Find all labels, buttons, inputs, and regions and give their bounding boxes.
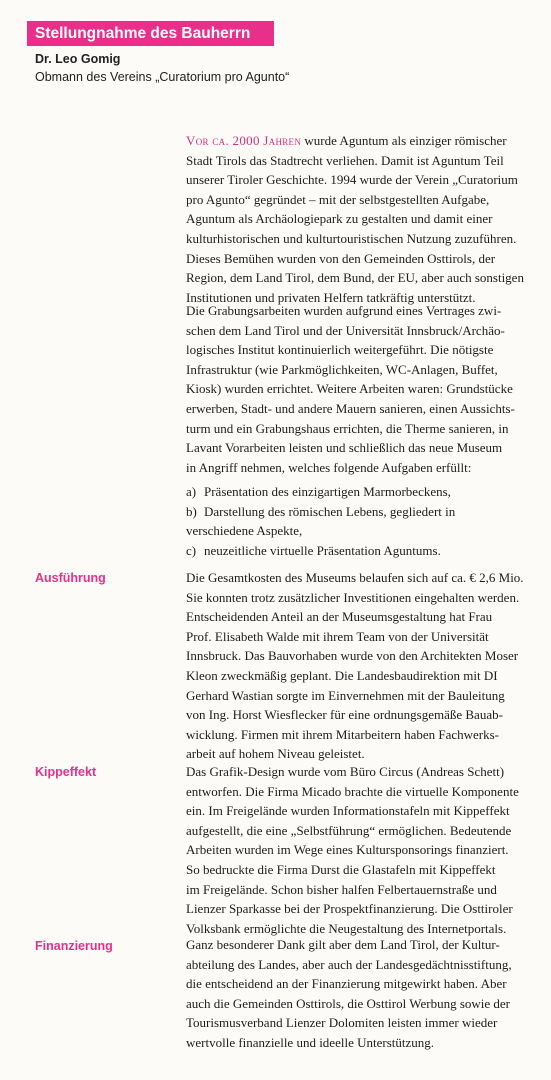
paragraph-line: Stadt Tirols das Stadtrecht verliehen. Damit ist Aguntum Teil	[186, 152, 504, 168]
paragraph-line: Lavant Vorarbeiten leisten und schließlich das neue Museum	[186, 440, 503, 456]
paragraph-line: pro Agunto“ gegründet – mit der selbstgestellten Aufgabe,	[186, 191, 490, 207]
paragraph-line: in Angriff nehmen, welches folgende Aufgaben erfüllt:	[186, 459, 472, 475]
paragraph-line: Das Grafik-Design wurde vom Büro Circus (Andreas Schett)	[186, 764, 505, 779]
list-item-text: Präsentation des einzigartigen Marmorbeckens,	[204, 484, 451, 499]
paragraph-line: Kiosk) wurden errichtet. Weitere Arbeiten waren: Grundstücke	[186, 381, 513, 397]
paragraph-line: schen dem Land Tirol und der Universität Innsbruck/Archäo-	[186, 322, 505, 338]
list-item-text: neuzeitliche virtuelle Präsentation Aguntums.	[204, 542, 441, 558]
paragraph-line: Dieses Bemühen wurden von den Gemeinden Osttirols, der	[186, 250, 496, 266]
excavation-paragraph	[186, 301, 541, 477]
page-title: Stellungnahme des Bauherrn	[27, 21, 274, 46]
paragraph-line	[186, 131, 541, 151]
paragraph-line: abteilung des Landes, aber auch der Landesgedächtnisstiftung,	[186, 956, 512, 972]
intro-paragraph	[186, 131, 541, 307]
paragraph-line: Die Gesamtkosten des Museums belaufen sich auf ca. € 2,6 Mio.	[186, 570, 524, 585]
paragraph-line: Kleon zweckmäßig geplant. Die Landesbaudirektion mit DI	[186, 667, 498, 683]
list-item	[186, 502, 541, 522]
author-role: Obmann des Vereins „Curatorium pro Agunto“	[35, 70, 290, 84]
first-line-text: wurde Aguntum als einziger römischer	[301, 133, 507, 148]
paragraph-line: Institutionen und privaten Helfern tatkräftig unterstützt.	[186, 289, 476, 305]
paragraph-line: arbeit auf hohem Niveau geleistet.	[186, 746, 365, 762]
paragraph-line: im Freigelände. Schon bisher halfen Felbertauernstraße und	[186, 881, 497, 897]
list-item-text: Darstellung des römischen Lebens, gegliedert in	[204, 503, 456, 519]
paragraph-line: wertvolle finanzielle und ideelle Unterstützung.	[186, 1034, 434, 1050]
list-marker: b)	[186, 503, 197, 519]
paragraph-line: Volksbank ermöglichte die Neugestaltung des Internetportals.	[186, 920, 507, 936]
paragraph-line: Ganz besonderer Dank gilt aber dem Land Tirol, der Kultur-	[186, 937, 500, 952]
list-marker: c)	[186, 542, 197, 558]
paragraph-line: Arbeiten wurden im Wege eines Kultursponsorings finanziert.	[186, 842, 509, 858]
paragraph-line: Infrastruktur (wie Parkmöglichkeiten, WC-Anlagen, Buffet,	[186, 361, 498, 377]
paragraph-line: von Ing. Horst Wiesflecker für eine ordnungsgemäße Bauab-	[186, 707, 503, 723]
paragraph-line: aufgestellt, die eine „Selbstführung“ ermöglichen. Bedeutende	[186, 822, 512, 838]
list-marker: a)	[186, 484, 197, 499]
list-item	[186, 541, 541, 561]
paragraph-line: erwerben, Stadt- und andere Mauern sanieren, einen Aussichts-	[186, 400, 515, 416]
paragraph-line: Die Grabungsarbeiten wurden aufgrund eines Vertrages zwi-	[186, 303, 502, 318]
paragraph-line: Tourismusverband Lienzer Dolomiten leisten immer wieder	[186, 1015, 498, 1031]
paragraph-line: Region, dem Land Tirol, dem Bund, der EU, aber auch sonstigen	[186, 270, 524, 286]
lead-in-text: Vor ca. 2000 Jahren	[186, 133, 302, 148]
paragraph-line: Sie konnten trotz zusätzlicher Investitionen eingehalten werden.	[186, 589, 520, 605]
paragraph-line: auch die Gemeinden Osttirols, die Osttirol Werbung sowie der	[186, 995, 511, 1011]
ausfuehrung-paragraph	[186, 568, 541, 764]
paragraph-line: ein. Im Freigelände wurden Informationstafeln mit Kippeffekt	[186, 803, 510, 819]
task-list	[186, 482, 541, 560]
paragraph-line: Prof. Elisabeth Walde mit ihrem Team von der Universität	[186, 628, 489, 644]
section-heading-kippeffekt: Kippeffekt	[35, 765, 97, 779]
paragraph-line: logisches Institut kontinuierlich weitergeführt. Die nötigste	[186, 342, 494, 358]
paragraph-line: unserer Tiroler Geschichte. 1994 wurde der Verein „Curatorium	[186, 172, 518, 188]
section-heading-ausfuehrung: Ausführung	[35, 571, 106, 585]
paragraph-line: Aguntum als Archäologiepark zu gestalten und damit einer	[186, 211, 493, 227]
kippeffekt-paragraph	[186, 762, 541, 938]
paragraph-line: Entscheidenden Anteil an der Museumsgestaltung hat Frau	[186, 609, 493, 625]
paragraph-line: die entscheidend an der Finanzierung mitgewirkt haben. Aber	[186, 976, 507, 992]
list-item-continuation: verschiedene Aspekte,	[186, 523, 303, 539]
list-item	[186, 482, 541, 502]
paragraph-line: So bedruckte die Firma Durst die Glastafeln mit Kippeffekt	[186, 861, 496, 877]
finanzierung-paragraph	[186, 935, 541, 1053]
paragraph-line: turm und ein Grabungshaus errichten, die Therme sanieren, in	[186, 420, 509, 436]
paragraph-line: wicklung. Firmen mit ihrem Mitarbeitern haben Fachwerks-	[186, 726, 500, 742]
paragraph-line: Innsbruck. Das Bauvorhaben wurde von den Architekten Moser	[186, 648, 519, 664]
paragraph-line: Gerhard Wastian sorgte im Einvernehmen mit der Bauleitung	[186, 687, 505, 703]
paragraph-line: kulturhistorischen und kulturtouristischen Nutzung zuzuführen.	[186, 230, 517, 246]
author-name: Dr. Leo Gomig	[35, 52, 121, 66]
paragraph-line: Lienzer Sparkasse bei der Prospektfinanzierung. Die Osttiroler	[186, 901, 513, 917]
paragraph-line: entworfen. Die Firma Micado brachte die virtuelle Komponente	[186, 783, 519, 799]
section-heading-finanzierung: Finanzierung	[35, 939, 113, 953]
